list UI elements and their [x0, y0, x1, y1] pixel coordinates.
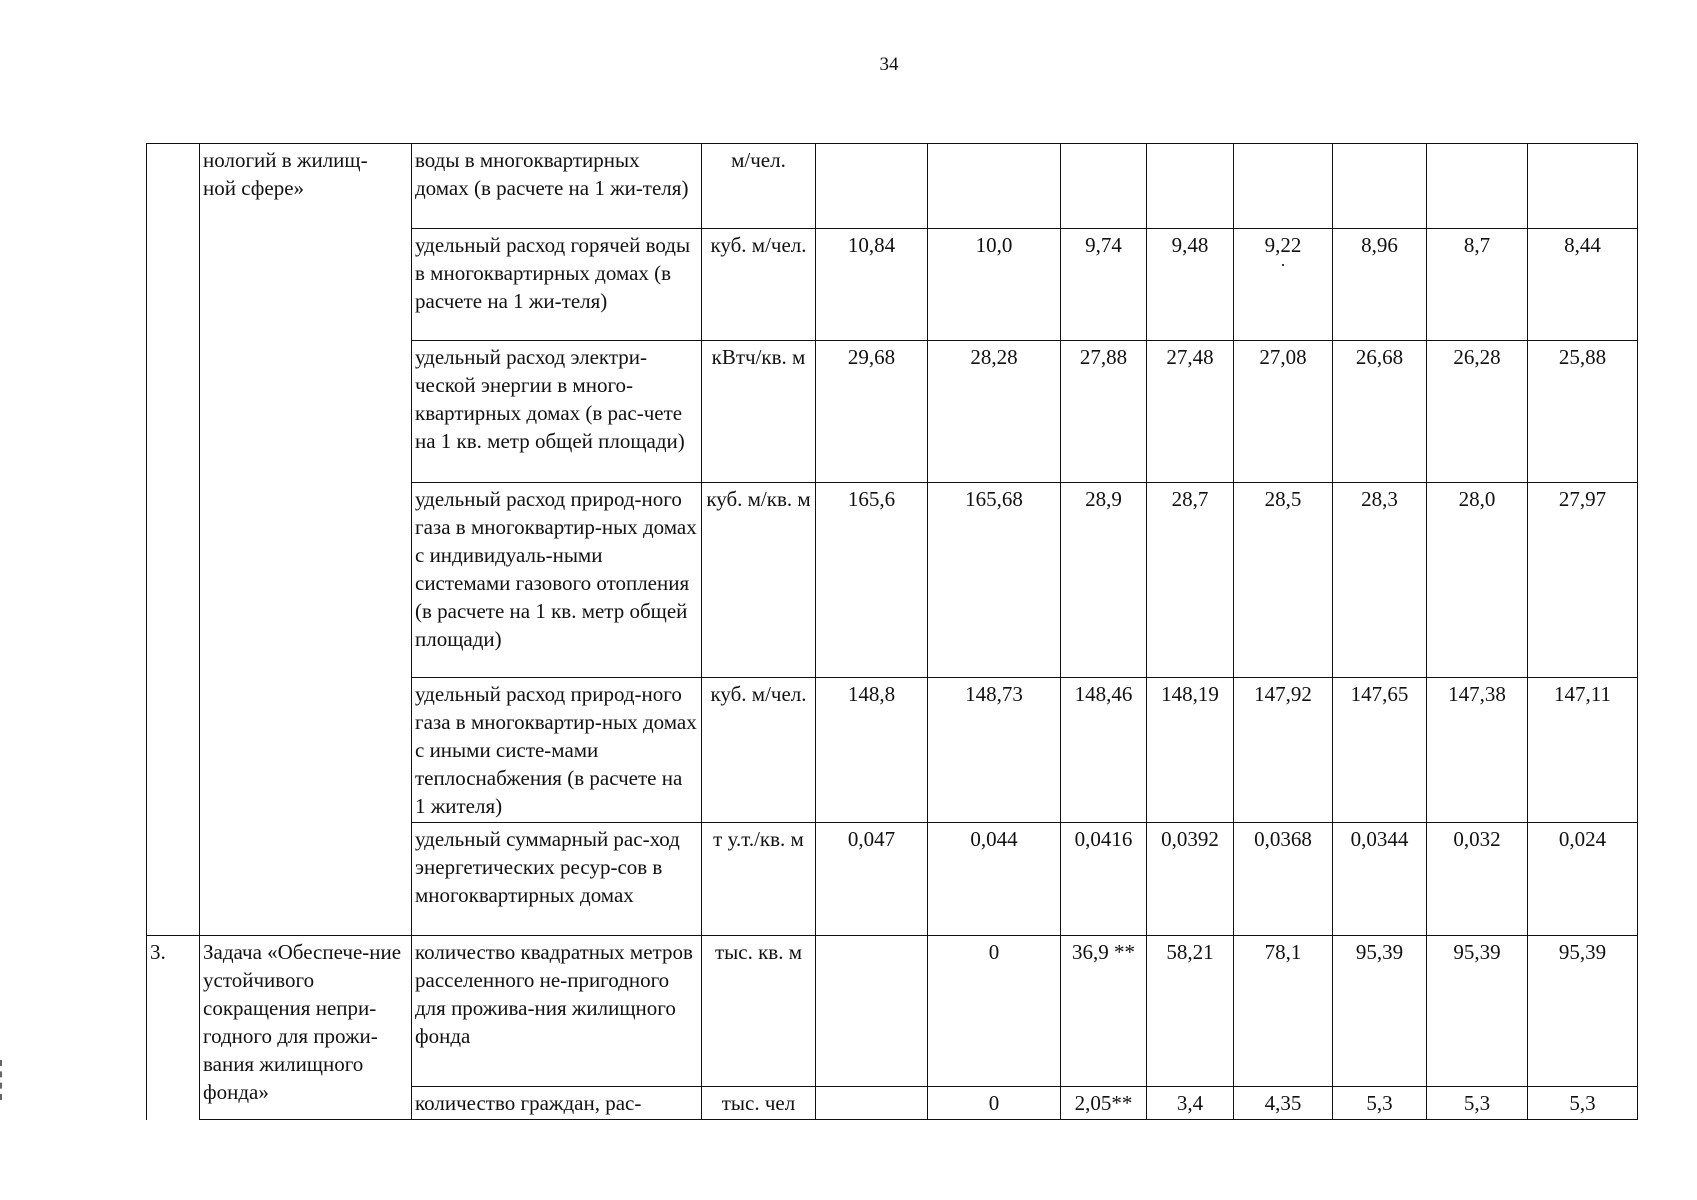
table-row [147, 936, 1638, 1087]
value-cell [1333, 144, 1427, 229]
indicator-cell: удельный расход горячей воды в многоквартирных домах (в расчете на 1 жи-теля) [412, 229, 702, 341]
value-cell: 28,7 [1147, 483, 1234, 678]
value-cell: 147,11 [1528, 678, 1638, 823]
page-number: 34 [879, 54, 899, 75]
value-cell: 0 [928, 1087, 1061, 1120]
unit-cell: тыс. чел [702, 1087, 816, 1120]
value-cell: 58,21 [1147, 936, 1234, 1087]
value-cell: 148,19 [1147, 678, 1234, 823]
indicator-cell: удельный суммарный рас-ход энергетических ресур-сов в многоквартирных домах [412, 823, 702, 936]
unit-cell: кВтч/кв. м [702, 341, 816, 483]
value-cell: 29,68 [816, 341, 928, 483]
value-cell: 9,48 [1147, 229, 1234, 341]
value-cell: 10,84 [816, 229, 928, 341]
value-cell: 8,7 [1427, 229, 1528, 341]
value-cell: 3,4 [1147, 1087, 1234, 1120]
value-cell: 0,044 [928, 823, 1061, 936]
value-cell: 165,6 [816, 483, 928, 678]
value-text: 9,22 [1264, 233, 1302, 257]
value-cell: 5,3 [1528, 1087, 1638, 1120]
row-index-cell [147, 144, 200, 936]
task-cell: Задача «Обеспече-ние устойчивого сокращения непри-годного для прожи-вания жилищного фонда» [200, 936, 412, 1120]
value-cell: 28,0 [1427, 483, 1528, 678]
value-cell: 147,38 [1427, 678, 1528, 823]
indicator-cell: удельный расход электри-ческой энергии в много-квартирных домах (в рас-чете на 1 кв. метр общей площади) [412, 341, 702, 483]
value-cell: 95,39 [1427, 936, 1528, 1087]
value-cell: 148,8 [816, 678, 928, 823]
value-cell: 0,0392 [1147, 823, 1234, 936]
value-cell: 8,96 [1333, 229, 1427, 341]
value-cell [1234, 144, 1333, 229]
value-cell: 0 [928, 936, 1061, 1087]
value-cell: 26,68 [1333, 341, 1427, 483]
indicator-cell: удельный расход природ-ного газа в многоквартир-ных домах с иными систе-мами теплоснабжения (в расчете на 1 жителя) [412, 678, 702, 823]
value-cell: 0,0368 [1234, 823, 1333, 936]
value-cell: 147,92 [1234, 678, 1333, 823]
value-cell: 148,73 [928, 678, 1061, 823]
value-cell: 8,44 [1528, 229, 1638, 341]
value-cell: 95,39 [1333, 936, 1427, 1087]
unit-cell: м/чел. [702, 144, 816, 229]
unit-cell: куб. м/кв. м [702, 483, 816, 678]
value-cell: 10,0 [928, 229, 1061, 341]
value-cell [1234, 229, 1333, 341]
value-cell: 28,5 [1234, 483, 1333, 678]
indicator-cell: воды в многоквартирных домах (в расчете на 1 жи-теля) [412, 144, 702, 229]
value-cell: 28,3 [1333, 483, 1427, 678]
scan-edge-marks [0, 1060, 6, 1100]
value-cell: 0,024 [1528, 823, 1638, 936]
indicator-cell: удельный расход природ-ного газа в многоквартир-ных домах с индивидуаль-ными системами газового отопления (в расчете на 1 кв. метр общей площади) [412, 483, 702, 678]
value-cell: 28,9 [1061, 483, 1147, 678]
unit-cell: т у.т./кв. м [702, 823, 816, 936]
value-cell [816, 144, 928, 229]
value-cell: 0,0416 [1061, 823, 1147, 936]
indicator-cell: количество граждан, рас- [412, 1087, 702, 1120]
indicator-cell: количество квадратных метров расселенного не-пригодного для прожива-ния жилищного фонда [412, 936, 702, 1087]
value-cell: 28,28 [928, 341, 1061, 483]
value-cell: 0,032 [1427, 823, 1528, 936]
value-cell: 27,97 [1528, 483, 1638, 678]
value-cell: 5,3 [1427, 1087, 1528, 1120]
indicators-table [146, 143, 1638, 1120]
row-index-cell: 3. [147, 936, 200, 1120]
value-cell: 0,0344 [1333, 823, 1427, 936]
value-cell: 0,047 [816, 823, 928, 936]
value-cell [1427, 144, 1528, 229]
value-cell [816, 1087, 928, 1120]
value-cell: 148,46 [1061, 678, 1147, 823]
value-cell: 78,1 [1234, 936, 1333, 1087]
value-cell [816, 936, 928, 1087]
unit-cell: куб. м/чел. [702, 229, 816, 341]
value-cell: 4,35 [1234, 1087, 1333, 1120]
value-cell: 26,28 [1427, 341, 1528, 483]
scan-dot-mark: · [1280, 255, 1286, 275]
value-cell: 25,88 [1528, 341, 1638, 483]
value-cell: 165,68 [928, 483, 1061, 678]
value-cell: 147,65 [1333, 678, 1427, 823]
value-cell [1528, 144, 1638, 229]
table-row [147, 144, 1638, 229]
value-cell: 36,9 ** [1061, 936, 1147, 1087]
value-cell [1147, 144, 1234, 229]
value-cell: 2,05** [1061, 1087, 1147, 1120]
value-cell: 27,48 [1147, 341, 1234, 483]
value-cell [928, 144, 1061, 229]
unit-cell: куб. м/чел. [702, 678, 816, 823]
value-cell: 5,3 [1333, 1087, 1427, 1120]
value-cell: 9,74 [1061, 229, 1147, 341]
unit-cell: тыс. кв. м [702, 936, 816, 1087]
value-cell: 95,39 [1528, 936, 1638, 1087]
value-cell: 27,08 [1234, 341, 1333, 483]
value-cell [1061, 144, 1147, 229]
task-cell: нологий в жилищ- ной сфере» [200, 144, 412, 936]
value-cell: 27,88 [1061, 341, 1147, 483]
